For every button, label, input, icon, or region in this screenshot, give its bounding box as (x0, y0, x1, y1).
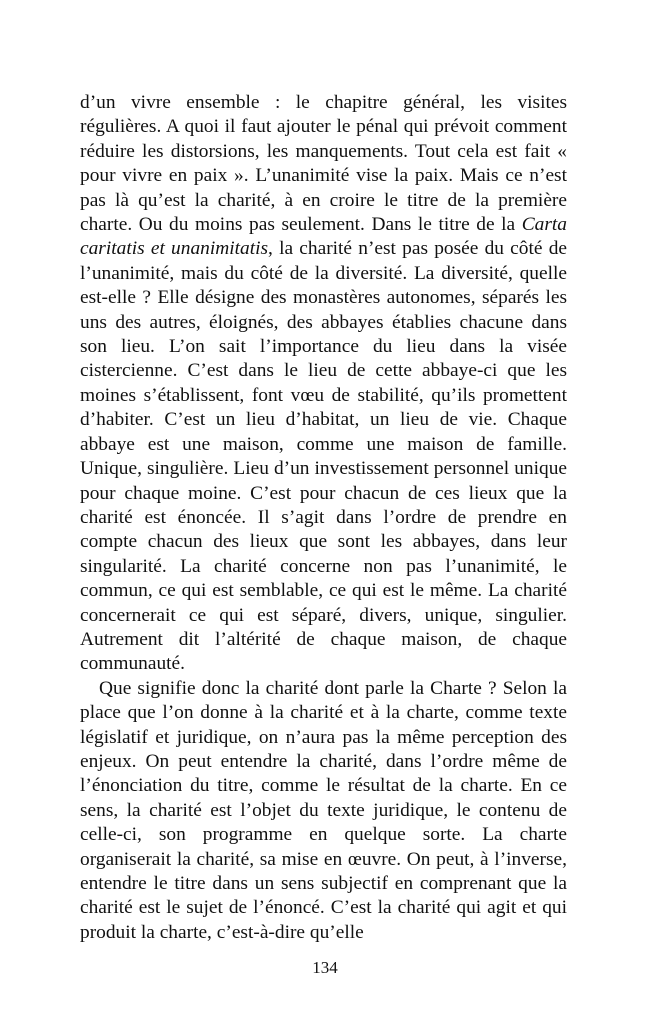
page-number: 134 (312, 958, 338, 977)
paragraph-2: Que signifie donc la charité dont parle la Charte ? Selon la place que l’on donne à la charité et à la charte, comme texte législatif et juridique, on n’aura pas la même perception des enjeux. On peut entendre la charité, dans l’ordre même de l’énonciation du titre, comme le résultat de la charte. En ce sens, la charité est l’objet du texte juridique, le contenu de celle-ci, son programme en quelque sorte. La charte organiserait la charité, sa mise en œuvre. On peut, à l’inverse, entendre le titre dans un sens subjectif en comprenant que la charité est le sujet de l’énoncé. C’est la charité qui agit et qui produit la charte, c’est-à-dire qu’elle (80, 677, 567, 943)
paragraph-1-text-end: , la charité n’est pas posée du côté de l’unanimité, mais du côté de la diversité. La diversité, quelle est-elle ? Elle désigne des monastères autonomes, séparés les uns des autres, éloignés, des abbayes établies chacune dans son lieu. L’on sait l’importance du lieu dans la visée cistercienne. C’est dans le lieu de cette abbaye-ci que les moines s’établissent, font vœu de stabilité, qu’ils promettent d’habiter. C’est un lieu d’habitat, un lieu de vie. Chaque abbaye est une maison, comme une maison de famille. Unique, singulière. Lieu d’un investissement personnel unique pour chaque moine. C’est pour chacun de ces lieux que la charité est énoncée. Il s’agit dans l’ordre de prendre en compte chacun des lieux que sont les abbayes, dans leur singularité. La charité concerne non pas l’unanimité, le commun, ce qui est semblable, ce qui est le même. La charité concernerait ce qui est séparé, divers, unique, singulier. Autrement dit l’altérité de chaque maison, de chaque communauté. (80, 238, 567, 675)
page-body (80, 91, 567, 945)
paragraph-1 (80, 91, 567, 677)
italic-title: Carta caritatis et unanimitatis (80, 214, 567, 260)
paragraph-1-text-start: d’un vivre ensemble : le chapitre général, les visites régulières. A quoi il faut ajouter le pénal qui prévoit comment réduire les distorsions, les manquements. Tout cela est fait « pour vivre en paix ». L’unanimité vise la paix. Mais ce n’est pas là qu’est la charité, à en croire le titre de la première charte. Ou du moins pas seulement. Dans le titre de la (80, 92, 567, 236)
